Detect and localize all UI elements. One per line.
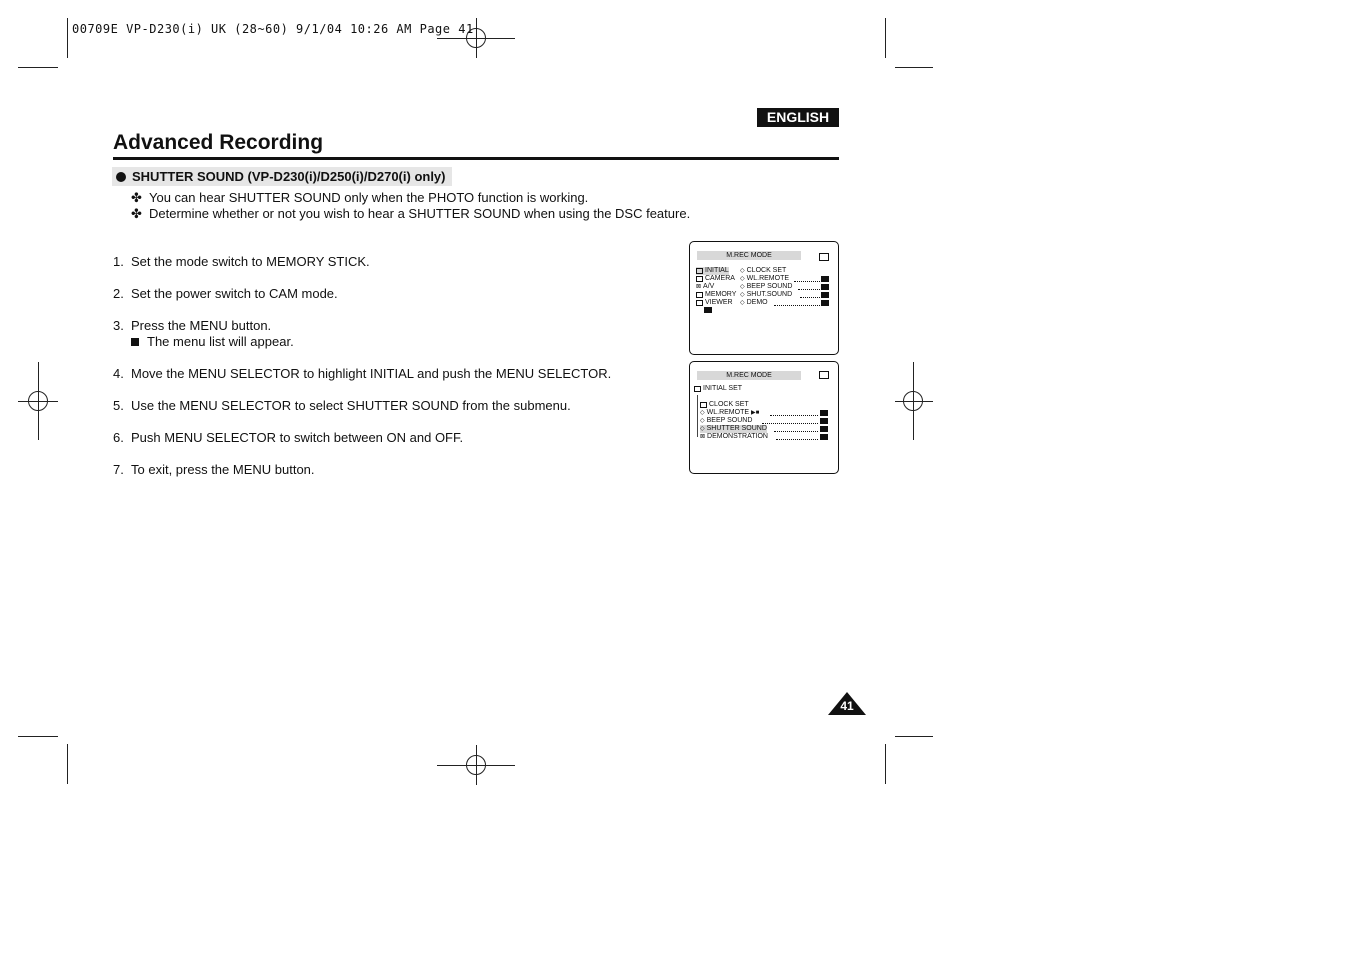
section-heading [112,167,452,186]
submenu-item-wl-remote: ◇ WL.REMOTE ▶■ [700,409,760,416]
step-number: 6. [113,430,124,445]
registration-mark [28,391,48,411]
diamond-icon: ◇ [740,292,745,298]
dotted-leader [774,426,818,432]
registration-mark [466,755,486,775]
menu-item-viewer: VIEWER [696,299,733,307]
registration-mark [903,391,923,411]
setting-value-icon [820,410,828,416]
setting-value-icon [820,418,828,424]
submenu-item: ◇ WL.REMOTE [740,275,790,282]
menu-item-camera: CAMERA [696,275,735,283]
note-item [131,190,588,206]
setting-value-icon [821,300,829,306]
menu-item-av: ⊠ A/V [696,283,715,290]
title-rule [113,157,839,160]
return-icon [704,307,712,313]
submenu-item: ◇ BEEP SOUND [740,283,793,290]
crop-mark [67,18,68,58]
submenu-item: ◇ SHUT.SOUND [740,291,793,298]
page-title: Advanced Recording [113,131,324,154]
note-text: You can hear SHUTTER SOUND only when the PHOTO function is working. [149,190,589,205]
section-heading-text: SHUTTER SOUND (VP-D230(i)/D250(i)/D270(i) only) [132,169,446,184]
step-text: Set the mode switch to MEMORY STICK. [131,254,370,269]
folder-icon [696,276,703,282]
step-sub-item [131,334,294,349]
menu-item-memory: MEMORY [696,291,736,299]
memory-mode-icon [819,253,829,261]
diamond-icon: ◇ [700,426,705,432]
submenu-item-demonstration: ⊠ DEMONSTRATION [700,433,768,440]
remote-icon: ▶■ [751,410,760,416]
crop-mark [895,67,933,68]
step-text: Push MENU SELECTOR to switch between ON and OFF. [131,430,464,445]
step-item [113,462,315,477]
submenu-item-clock-set: CLOCK SET [700,401,749,409]
diamond-icon: ◇ [740,268,745,274]
setting-value-icon [821,292,829,298]
menu-item-initial: INITIAL [696,267,729,275]
demo-icon: ⊠ [700,434,706,440]
memory-mode-icon [819,371,829,379]
mode-bar: M.REC MODE [697,251,801,260]
submenu-item-shutter-sound: ◇ SHUTTER SOUND [700,425,767,432]
submenu-item: ◇ CLOCK SET [740,267,787,274]
step-number: 2. [113,286,124,301]
dotted-leader [762,418,818,424]
note-text: Determine whether or not you wish to hear a SHUTTER SOUND when using the DSC feature. [149,206,691,221]
step-number: 5. [113,398,124,413]
group-title: INITIAL SET [694,385,742,393]
setting-value-icon [821,276,829,282]
folder-icon [700,402,707,408]
step-number: 1. [113,254,124,269]
submenu-item: ◇ DEMO [740,299,768,306]
print-header: 00709E VP-D230(i) UK (28~60) 9/1/04 10:26 AM Page 41 [72,22,474,36]
step-text: Set the power switch to CAM mode. [131,286,338,301]
step-text: Press the MENU button. [131,318,272,333]
tree-line [697,395,698,437]
diamond-icon: ◇ [740,300,745,306]
step-number: 7. [113,462,124,477]
step-number: 4. [113,366,124,381]
folder-icon [696,292,703,298]
step-sub-text: The menu list will appear. [147,334,294,349]
folder-icon [696,268,703,274]
step-text: To exit, press the MENU button. [131,462,315,477]
dotted-leader [776,434,818,440]
menu-screen-main [689,241,839,355]
setting-value-icon [821,284,829,290]
step-number: 3. [113,318,124,333]
step-item [113,254,370,269]
setting-value-icon [820,434,828,440]
menu-screen-initial [689,361,839,474]
mode-bar: M.REC MODE [697,371,801,380]
dotted-leader [770,410,818,416]
cross-bullet-icon: ✤ [131,190,142,205]
crop-mark [885,744,886,784]
step-item [113,430,463,445]
dotted-leader [794,276,820,282]
diamond-icon: ◇ [700,418,705,424]
square-bullet-icon [131,338,139,346]
step-item [113,318,271,333]
diamond-icon: ◇ [740,276,745,282]
crop-mark [18,67,58,68]
setting-value-icon [820,426,828,432]
page-number: 41 [840,699,854,713]
av-icon: ⊠ [696,284,702,290]
step-item [113,286,338,301]
dotted-leader [800,292,820,298]
step-item [113,398,571,413]
step-text: Use the MENU SELECTOR to select SHUTTER SOUND from the submenu. [131,398,571,413]
crop-mark [67,744,68,784]
language-badge: ENGLISH [757,108,839,127]
step-text: Move the MENU SELECTOR to highlight INITIAL and push the MENU SELECTOR. [131,366,612,381]
crop-mark [885,18,886,58]
step-item [113,366,611,381]
dotted-leader [774,300,820,306]
cross-bullet-icon: ✤ [131,206,142,221]
bullet-dot-icon [116,172,126,182]
crop-mark [18,736,58,737]
diamond-icon: ◇ [740,284,745,290]
folder-icon [696,300,703,306]
diamond-icon: ◇ [700,410,705,416]
note-item [131,206,690,222]
crop-mark [895,736,933,737]
dotted-leader [798,284,820,290]
folder-icon [694,386,701,392]
submenu-item-beep-sound: ◇ BEEP SOUND [700,417,753,424]
